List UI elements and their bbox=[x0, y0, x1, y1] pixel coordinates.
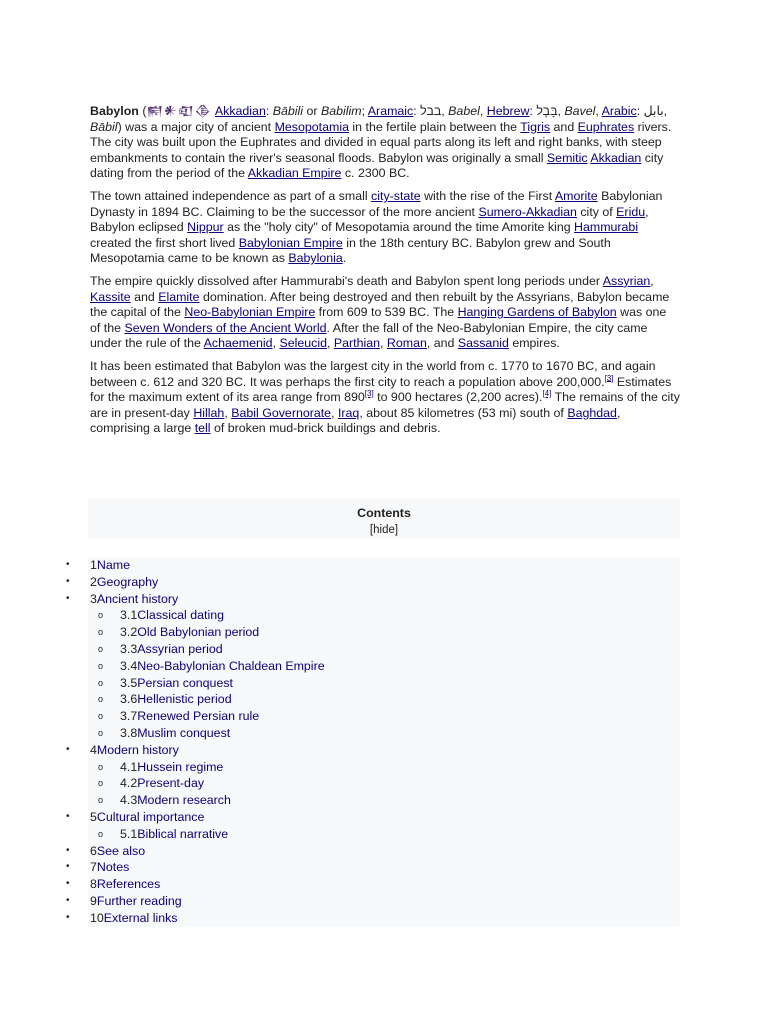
body-text: city of bbox=[576, 204, 617, 219]
circle-bullet-icon: o bbox=[98, 795, 104, 806]
toc-item-further-reading bbox=[0, 893, 768, 910]
body-text: . bbox=[342, 251, 347, 266]
body-text: with the rise of the First bbox=[420, 188, 555, 203]
toc-row-background bbox=[88, 843, 680, 860]
toc-toggle bbox=[88, 524, 680, 536]
disc-bullet-icon: • bbox=[66, 894, 70, 906]
link-eridu[interactable]: Eridu bbox=[616, 204, 646, 219]
toc-number: 3.6 bbox=[120, 692, 138, 707]
toc-link[interactable] bbox=[90, 557, 130, 574]
transliteration: Bābili bbox=[272, 104, 304, 118]
toc-box bbox=[88, 498, 680, 538]
disc-bullet-icon: • bbox=[66, 559, 70, 570]
circle-bullet-icon: o bbox=[98, 627, 104, 638]
link-babil-governorate[interactable]: Babil Governorate bbox=[231, 405, 332, 420]
toc-link[interactable] bbox=[120, 708, 259, 725]
link-parthian[interactable]: Parthian bbox=[333, 336, 381, 351]
toc-item-modern-history bbox=[0, 742, 768, 759]
link-assyrian[interactable]: Assyrian bbox=[602, 273, 651, 288]
body-text: to 900 hectares (2,200 acres). bbox=[373, 390, 543, 405]
toc-list bbox=[0, 557, 768, 927]
body-text: , bbox=[331, 405, 338, 420]
circle-bullet-icon: o bbox=[98, 643, 104, 654]
toc-label: Cultural importance bbox=[96, 809, 205, 824]
body-text: and bbox=[550, 119, 578, 134]
toc-label: Classical dating bbox=[137, 608, 225, 623]
disc-bullet-icon: • bbox=[66, 911, 70, 923]
body-text: : ‏بابل‎, bbox=[636, 104, 668, 118]
circle-bullet-icon: o bbox=[98, 660, 104, 671]
link-neo-babylonian-empire[interactable]: Neo-Babylonian Empire bbox=[184, 305, 316, 320]
toc-number: 9 bbox=[90, 893, 97, 908]
body-text: from 609 to 539 BC. The bbox=[315, 305, 458, 320]
body-text: ( bbox=[138, 104, 147, 118]
toc-label: Ancient history bbox=[96, 591, 179, 606]
toc-label: Hellenistic period bbox=[137, 692, 232, 707]
reference-superscript bbox=[365, 389, 374, 398]
toc-item-renewed-persian-rule bbox=[0, 708, 768, 725]
toc-number: 8 bbox=[90, 877, 97, 892]
body-text: , comprising a large bbox=[90, 405, 621, 436]
body-text: : ‏בָּבֶל‎, bbox=[529, 104, 565, 118]
link-tell[interactable]: tell bbox=[194, 421, 211, 436]
disc-bullet-icon: • bbox=[66, 861, 70, 873]
toc-link[interactable] bbox=[120, 641, 223, 658]
toc-number: 3.8 bbox=[120, 725, 138, 740]
toc-number: 3.2 bbox=[120, 625, 138, 640]
toc-number: 2 bbox=[90, 574, 97, 589]
toc-label: Old Babylonian period bbox=[137, 625, 260, 640]
link-akkadian[interactable]: Akkadian bbox=[590, 150, 642, 165]
circle-bullet-icon: o bbox=[98, 610, 104, 621]
reference-link[interactable]: [3] bbox=[364, 388, 374, 398]
toc-link[interactable] bbox=[90, 843, 145, 860]
body-text: , bbox=[380, 336, 387, 351]
article-body bbox=[90, 104, 680, 444]
toc-number: 3 bbox=[90, 591, 97, 606]
body-text: : bbox=[265, 104, 273, 118]
toc-item-hellenistic-period bbox=[0, 691, 768, 708]
circle-bullet-icon: o bbox=[98, 711, 104, 722]
body-text: and bbox=[130, 289, 159, 304]
link-seleucid[interactable]: Seleucid bbox=[279, 336, 327, 351]
toc-label: Hussein regime bbox=[137, 759, 224, 774]
link-arabic[interactable]: Arabic bbox=[601, 104, 637, 118]
body-text: was one of the bbox=[90, 305, 667, 335]
intro-paragraph bbox=[90, 104, 680, 182]
toc-number: 3.3 bbox=[120, 641, 138, 656]
toc-number: 3.1 bbox=[120, 608, 138, 623]
cuneiform-text: 𒆍𒀭𒊏𒆠 bbox=[146, 104, 212, 118]
toc-number: 3.4 bbox=[120, 658, 138, 673]
body-text: , bbox=[272, 336, 280, 351]
toc-item-notes bbox=[0, 859, 768, 876]
circle-bullet-icon: o bbox=[98, 761, 104, 772]
toc-label: Geography bbox=[96, 574, 159, 589]
toc-number: 5.1 bbox=[120, 826, 138, 841]
transliteration: Babilim bbox=[320, 104, 362, 118]
toc-number: 4.3 bbox=[120, 793, 138, 808]
article-subject: Babylon bbox=[90, 104, 139, 118]
toc-link[interactable] bbox=[90, 859, 129, 876]
toc-row-background bbox=[88, 557, 680, 574]
toc-item-persian-conquest bbox=[0, 675, 768, 692]
toc-link[interactable] bbox=[120, 725, 230, 742]
link-hillah[interactable]: Hillah bbox=[193, 405, 225, 420]
body-text: , about 85 kilometres (53 mi) south of bbox=[359, 405, 568, 420]
toc-item-neo-babylonian-chaldean-empire bbox=[0, 658, 768, 675]
toc-link[interactable] bbox=[90, 591, 178, 608]
toc-number: 4.2 bbox=[120, 776, 138, 791]
body-text: , bbox=[224, 405, 232, 420]
toc-number: 10 bbox=[90, 910, 104, 925]
toc-number: 7 bbox=[90, 860, 97, 875]
link-euphrates[interactable]: Euphrates bbox=[577, 119, 635, 134]
toc-toggle-open: [ bbox=[369, 524, 374, 536]
link-iraq[interactable]: Iraq bbox=[337, 405, 360, 420]
toc-label: Modern research bbox=[137, 793, 231, 808]
circle-bullet-icon: o bbox=[98, 694, 104, 705]
link-hammurabi[interactable]: Hammurabi bbox=[574, 220, 639, 235]
link-kassite[interactable]: Kassite bbox=[90, 289, 131, 304]
disc-bullet-icon: • bbox=[66, 878, 70, 890]
body-text: , Babylon eclipsed bbox=[90, 204, 649, 235]
transliteration: Bavel bbox=[564, 104, 596, 118]
body-text: domination. After being destroyed and then rebuilt by the Assyrians, Babylon became the capital of the bbox=[90, 289, 670, 320]
toc-item-hussein-regime bbox=[0, 759, 768, 776]
link-hebrew[interactable]: Hebrew bbox=[486, 104, 530, 118]
disc-bullet-icon: • bbox=[66, 592, 70, 604]
circle-bullet-icon: o bbox=[98, 828, 104, 839]
toc-link[interactable] bbox=[90, 742, 179, 759]
body-text: , bbox=[595, 104, 602, 118]
body-text: The empire quickly dissolved after Hammurabi's death and Babylon spent long periods under bbox=[90, 273, 603, 288]
toc-label: Notes bbox=[96, 860, 130, 875]
body-text: created the first short lived bbox=[90, 235, 239, 250]
reference-link[interactable]: [3] bbox=[604, 373, 614, 383]
toc-link[interactable] bbox=[90, 910, 177, 927]
link-roman[interactable]: Roman bbox=[386, 336, 427, 351]
disc-bullet-icon: • bbox=[66, 844, 70, 856]
transliteration: Babel bbox=[448, 104, 480, 118]
body-text: It has been estimated that Babylon was the largest city in the world from c. 1770 to 1670 BC, and again between c. 612 and 320 BC. It was perhaps the first city to reach a population above 200,000. bbox=[90, 358, 656, 389]
toc-item-external-links bbox=[0, 910, 768, 927]
toc-label: See also bbox=[96, 843, 146, 858]
toc-link[interactable] bbox=[90, 809, 204, 826]
toc-label: Muslim conquest bbox=[137, 725, 231, 740]
history-paragraph bbox=[90, 189, 680, 267]
disc-bullet-icon: • bbox=[66, 743, 70, 755]
body-text: in the fertile plain between the bbox=[348, 119, 521, 134]
toc-link[interactable] bbox=[120, 607, 224, 624]
body-text: , bbox=[650, 273, 654, 288]
toc-label: References bbox=[96, 877, 161, 892]
link-aramaic[interactable]: Aramaic bbox=[367, 104, 414, 118]
link-amorite[interactable]: Amorite bbox=[554, 188, 598, 203]
toc-link[interactable] bbox=[120, 826, 228, 843]
toc-item-see-also bbox=[0, 843, 768, 860]
toc-link[interactable] bbox=[120, 624, 259, 641]
toc-number: 5 bbox=[90, 809, 97, 824]
body-text: The remains of the city are in present-day bbox=[90, 390, 680, 420]
reference-link[interactable]: [4] bbox=[542, 388, 552, 398]
toc-label: Neo-Babylonian Chaldean Empire bbox=[137, 658, 325, 673]
body-text: ) was a major city of ancient bbox=[117, 119, 275, 134]
toc-number: 3.5 bbox=[120, 675, 138, 690]
toc-item-cultural-importance bbox=[0, 809, 768, 826]
toc-item-ancient-history bbox=[0, 591, 768, 608]
toc-label: Renewed Persian rule bbox=[137, 709, 260, 724]
toc-link[interactable] bbox=[120, 658, 325, 675]
body-text: or bbox=[303, 104, 321, 118]
toc-label: Present-day bbox=[137, 776, 205, 791]
body-text: city dating from the period of the bbox=[90, 150, 664, 181]
toc-row-background bbox=[88, 859, 680, 876]
body-text: of broken mud-brick buildings and debris. bbox=[210, 421, 441, 436]
toc-label: Name bbox=[96, 558, 130, 572]
toc-title: Contents bbox=[357, 506, 411, 520]
toc-row-background bbox=[88, 876, 680, 893]
link-akkadian[interactable]: Akkadian bbox=[214, 104, 266, 118]
circle-bullet-icon: o bbox=[98, 727, 104, 738]
toc-number: 1 bbox=[90, 558, 97, 572]
toc-toggle-close: ] bbox=[394, 524, 399, 536]
link-babylonian-empire[interactable]: Babylonian Empire bbox=[238, 235, 343, 250]
body-text: Babylonian Dynasty in 1894 BC. Claiming to be the successor of the more ancient bbox=[90, 188, 663, 219]
body-text: . After the fall of the Neo-Babylonian Empire, the city came under the rule of the bbox=[90, 320, 648, 351]
toc-row-background bbox=[88, 574, 680, 591]
toc-label: Assyrian period bbox=[137, 641, 223, 656]
toc-item-modern-research bbox=[0, 792, 768, 809]
link-babylonia[interactable]: Babylonia bbox=[288, 251, 343, 266]
toc-number: 6 bbox=[90, 843, 97, 858]
circle-bullet-icon: o bbox=[98, 778, 104, 789]
toc-label: Modern history bbox=[96, 742, 179, 757]
link-nippur[interactable]: Nippur bbox=[187, 220, 224, 235]
body-text: c. 2300 BC. bbox=[341, 166, 410, 181]
toc-link[interactable] bbox=[120, 759, 223, 776]
link-semitic[interactable]: Semitic bbox=[546, 150, 588, 165]
transliteration: Bābil bbox=[90, 119, 118, 134]
toc-item-biblical-narrative bbox=[0, 826, 768, 843]
link-city-state[interactable]: city-state bbox=[371, 188, 421, 203]
toc-item-muslim-conquest bbox=[0, 725, 768, 742]
link-mesopotamia[interactable]: Mesopotamia bbox=[274, 119, 349, 134]
body-text: , and bbox=[426, 336, 458, 351]
toc-item-references bbox=[0, 876, 768, 893]
body-text: empires. bbox=[508, 336, 560, 351]
toc-label: External links bbox=[103, 910, 178, 925]
body-text: ; bbox=[361, 104, 368, 118]
toc-item-present-day bbox=[0, 775, 768, 792]
toc-item-classical-dating bbox=[0, 607, 768, 624]
link-seven-wonders-of-the-ancient-world[interactable]: Seven Wonders of the Ancient World bbox=[124, 320, 327, 335]
toc-link[interactable] bbox=[120, 775, 204, 792]
body-text: as the "holy city" of Mesopotamia around the time Amorite king bbox=[223, 220, 575, 235]
body-text: , bbox=[326, 336, 334, 351]
disc-bullet-icon: • bbox=[66, 810, 70, 822]
toc-link[interactable] bbox=[120, 792, 231, 809]
link-sumero-akkadian[interactable]: Sumero-Akkadian bbox=[478, 204, 577, 219]
toc-number: 4.1 bbox=[120, 759, 138, 774]
circle-bullet-icon: o bbox=[98, 677, 104, 688]
link-hanging-gardens-of-babylon[interactable]: Hanging Gardens of Babylon bbox=[457, 305, 617, 320]
toc-link[interactable] bbox=[90, 574, 158, 591]
body-text: : ‏בבל‎, bbox=[413, 104, 449, 118]
toc-link[interactable] bbox=[120, 675, 233, 692]
toc-label: Persian conquest bbox=[137, 675, 233, 690]
link-achaemenid[interactable]: Achaemenid bbox=[203, 336, 273, 351]
body-text: rivers. The city was built upon the Euphrates and divided in equal parts along its left and right banks, with steep embankments to contain the river's seasonal floods. Babylon was originally a small bbox=[90, 119, 672, 165]
toc-item-assyrian-period bbox=[0, 641, 768, 658]
link-tigris[interactable]: Tigris bbox=[520, 119, 551, 134]
toc-label: Biblical narrative bbox=[137, 826, 229, 841]
disc-bullet-icon: • bbox=[66, 575, 70, 587]
toc-link[interactable] bbox=[90, 876, 160, 893]
link-elamite[interactable]: Elamite bbox=[158, 289, 200, 304]
toc-label: Further reading bbox=[96, 893, 182, 908]
toc-number: 4 bbox=[90, 742, 97, 757]
body-text: , bbox=[479, 104, 487, 118]
body-text: in the 18th century BC. Babylon grew and South Mesopotamia came to be known as bbox=[90, 235, 611, 266]
empire-paragraph bbox=[90, 274, 680, 352]
toc-hide-button[interactable]: hide bbox=[373, 524, 395, 536]
link-akkadian-empire[interactable]: Akkadian Empire bbox=[247, 166, 342, 181]
toc-item-name bbox=[0, 557, 768, 574]
body-text: Estimates for the maximum extent of its area range from 890 bbox=[90, 374, 672, 405]
link-baghdad[interactable]: Baghdad bbox=[567, 405, 617, 420]
toc-link[interactable] bbox=[90, 893, 182, 910]
population-paragraph bbox=[90, 359, 680, 437]
toc-item-geography bbox=[0, 574, 768, 591]
toc-item-old-babylonian-period bbox=[0, 624, 768, 641]
toc-link[interactable] bbox=[120, 691, 232, 708]
link-sassanid[interactable]: Sassanid bbox=[457, 336, 509, 351]
toc-number: 3.7 bbox=[120, 709, 138, 724]
body-text: The town attained independence as part of a small bbox=[90, 188, 372, 203]
